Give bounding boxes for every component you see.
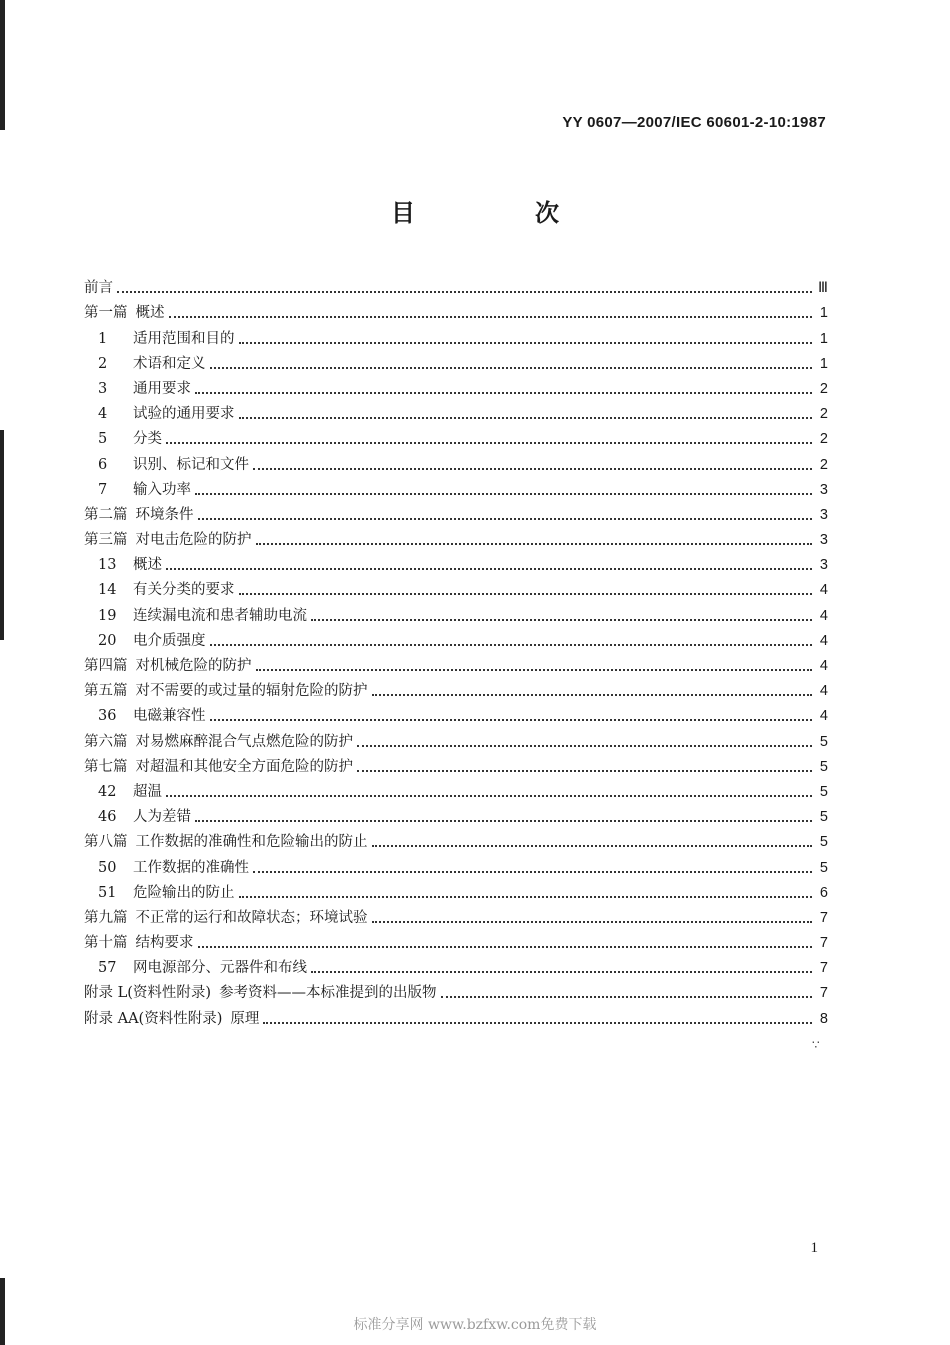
toc-entry-number: 第五篇 [84, 683, 128, 700]
toc-entry [84, 952, 828, 977]
toc-entry-number: 51 [98, 884, 117, 901]
toc-leader-dots [311, 970, 812, 973]
toc-entry-page: 4 [819, 658, 828, 674]
toc-entry [84, 700, 828, 725]
toc-entry [84, 549, 828, 574]
toc-entry-label: 通用要求 [133, 380, 191, 397]
toc-entry [84, 851, 828, 876]
toc-entry [84, 322, 828, 347]
toc-leader-dots [210, 366, 813, 369]
toc-entry-page: 3 [819, 481, 828, 498]
toc-entry-number: 20 [98, 632, 117, 649]
toc-entry-label: 对电击危险的防护 [135, 532, 252, 549]
toc-entry-label: 识别、标记和文件 [133, 456, 249, 473]
toc-leader-dots [253, 870, 812, 873]
toc-entry [84, 650, 828, 675]
toc-leader-dots [198, 945, 813, 948]
toc-leader-dots [311, 618, 812, 621]
toc-entry-page: 7 [819, 909, 828, 926]
toc-entry-number: 第九篇 [84, 909, 128, 926]
toc-entry-page: 4 [819, 708, 828, 725]
toc-entry-page: 3 [819, 532, 828, 549]
toc-entry-label: 对超温和其他安全方面危险的防护 [135, 758, 353, 775]
toc-entry-label: 结构要求 [135, 935, 194, 952]
toc-entry-page: 5 [819, 834, 828, 851]
toc-entry [84, 272, 828, 297]
toc-entry-number: 50 [98, 859, 117, 876]
toc-entry-number: 第一篇 [84, 305, 128, 322]
page-number: 1 [810, 1240, 818, 1256]
toc-entry-page: 7 [819, 935, 828, 952]
toc-entry-number: 5 [98, 431, 108, 448]
toc-entry-number: 第十篇 [84, 935, 128, 952]
toc-entry [84, 826, 828, 851]
toc-entry-number: 36 [98, 708, 117, 725]
toc-entry-number: 7 [98, 481, 108, 498]
toc-entry [84, 751, 828, 776]
toc-entry [84, 725, 828, 750]
toc-entry-number: 第四篇 [84, 658, 128, 674]
toc-entry [84, 801, 828, 826]
toc-entry-number: 57 [98, 960, 117, 977]
toc-entry-label: 连续漏电流和患者辅助电流 [133, 607, 307, 624]
toc-leader-dots [239, 895, 813, 898]
toc-entry-page: 6 [819, 884, 828, 901]
toc-entry-label: 人为差错 [133, 809, 191, 826]
toc-entry-label: 适用范围和目的 [133, 330, 235, 347]
toc-entry-number: 附录 L(资料性附录) [84, 985, 212, 1002]
toc-entry-page: 4 [819, 582, 828, 599]
toc-entry-page: 2 [819, 431, 828, 448]
toc-entry-label: 工作数据的准确性 [133, 859, 249, 876]
toc-leader-dots [166, 567, 812, 570]
toc-leader-dots [253, 467, 812, 470]
standard-id: YY 0607—2007/IEC 60601-2-10:1987 [562, 114, 826, 131]
toc-entry [84, 297, 828, 322]
toc-entry-number: 第三篇 [84, 532, 128, 549]
toc-entry-label: 对不需要的或过量的辐射危险的防护 [135, 683, 368, 700]
toc-entry-label: 有关分类的要求 [133, 582, 235, 599]
toc-entry-label: 术语和定义 [133, 355, 206, 372]
toc-entry [84, 448, 828, 473]
toc-entry-number: 6 [98, 456, 108, 473]
toc-entry [84, 675, 828, 700]
toc-entry-page: 7 [819, 985, 828, 1002]
toc-entry-number: 3 [98, 380, 108, 397]
toc-entry [84, 423, 828, 448]
toc-entry-number: 4 [98, 406, 108, 423]
toc-entry-label: 输入功率 [133, 481, 191, 498]
toc-entry-page: 7 [819, 960, 828, 977]
toc-entry-page: 5 [819, 758, 828, 775]
toc-entry-page: 8 [819, 1010, 828, 1027]
toc-entry-number: 第八篇 [84, 834, 128, 851]
toc-leader-dots [117, 290, 812, 293]
toc-entry-number: 2 [98, 355, 108, 372]
toc-entry-label: 网电源部分、元器件和布线 [133, 960, 307, 977]
toc-entry-label: 试验的通用要求 [133, 406, 235, 423]
toc-entry [84, 877, 828, 902]
toc-entry-number: 19 [98, 607, 117, 624]
toc-entry-page: 3 [819, 557, 828, 574]
toc-entry-page: 5 [819, 733, 828, 750]
toc-entry-page: 4 [819, 607, 828, 624]
toc-entry-number: 14 [98, 582, 117, 599]
toc-leader-dots [239, 416, 813, 419]
toc-entry-label: 前言 [84, 280, 113, 297]
toc-entry-page: 1 [819, 330, 828, 347]
toc-entry [84, 625, 828, 650]
toc-leader-dots [372, 693, 813, 696]
toc-entry-page: Ⅲ [818, 280, 828, 297]
scan-edge-top [0, 0, 5, 130]
toc-entry-label: 原理 [230, 1010, 260, 1027]
watermark: 标准分享网 www.bzfxw.com免费下载 [353, 1317, 597, 1333]
toc-leader-dots [441, 995, 812, 998]
scan-edge-bottom [0, 1278, 5, 1345]
toc-entry-label: 对易燃麻醉混合气点燃危险的防护 [135, 733, 353, 750]
toc-entry-label: 对机械危险的防护 [135, 658, 252, 674]
toc-entry [84, 373, 828, 398]
toc-leader-dots [195, 391, 812, 394]
toc-entry-page: 3 [819, 506, 828, 523]
toc-entry [84, 1002, 828, 1027]
toc-entry-label: 电介质强度 [133, 632, 206, 649]
toc-entry-number: 第二篇 [84, 506, 128, 523]
toc-entry-label: 参考资料——本标准提到的出版物 [219, 985, 437, 1002]
toc-entry-page: 2 [819, 456, 828, 473]
toc-entry-page: 4 [819, 632, 828, 649]
toc-entry [84, 776, 828, 801]
toc-entry [84, 599, 828, 624]
toc-entry [84, 977, 828, 1002]
toc-entry-label: 危险输出的防止 [133, 884, 235, 901]
page-title: 目 次 [391, 199, 607, 227]
toc-entry-label: 环境条件 [135, 506, 194, 523]
toc-entry-label: 超温 [133, 783, 162, 800]
toc-entry-number: 46 [98, 809, 117, 826]
toc-entry [84, 499, 828, 524]
scan-edge-middle [0, 430, 4, 640]
toc-entry-page: 1 [819, 305, 828, 322]
toc-entry-label: 不正常的运行和故障状态；环境试验 [135, 909, 368, 926]
toc-entry-page: 2 [819, 380, 828, 397]
toc-entry-label: 工作数据的准确性和危险输出的防止 [135, 834, 368, 851]
toc-entry-label: 分类 [133, 431, 162, 448]
toc-entry-page: 5 [819, 809, 828, 826]
toc-entry-page: 5 [819, 783, 828, 800]
toc-leader-dots [372, 844, 813, 847]
toc-entry [84, 398, 828, 423]
toc-entry [84, 524, 828, 549]
toc-entry-page: 2 [819, 406, 828, 423]
toc-entry [84, 348, 828, 373]
toc-entry-number: 第六篇 [84, 733, 128, 750]
toc-entry-page: 5 [819, 859, 828, 876]
toc-entry-page: 1 [819, 355, 828, 372]
toc-leader-dots [357, 769, 812, 772]
toc-leader-dots [357, 744, 812, 747]
toc-leader-dots [195, 819, 812, 822]
toc-leader-dots [166, 441, 812, 444]
toc-entry-number: 13 [98, 557, 117, 574]
scan-speck: ∵ [812, 1038, 820, 1052]
toc-leader-dots [263, 1021, 812, 1024]
toc-leader-dots [210, 643, 813, 646]
toc-entry-label: 概述 [135, 305, 165, 322]
toc-entry-number: 42 [98, 783, 117, 800]
toc-leader-dots [239, 341, 813, 344]
toc-entry-label: 概述 [133, 557, 162, 574]
toc-entry-number: 第七篇 [84, 758, 128, 775]
toc-leader-dots [166, 794, 812, 797]
toc-leader-dots [372, 920, 813, 923]
table-of-contents [84, 272, 828, 1028]
toc-leader-dots [256, 542, 813, 545]
toc-leader-dots [256, 668, 813, 671]
toc-entry [84, 474, 828, 499]
toc-leader-dots [210, 718, 813, 721]
toc-entry-number: 附录 AA(资料性附录) [84, 1010, 223, 1027]
toc-leader-dots [195, 492, 812, 495]
toc-leader-dots [169, 315, 813, 318]
toc-entry-page: 4 [819, 683, 828, 700]
toc-leader-dots [239, 592, 813, 595]
toc-entry [84, 902, 828, 927]
toc-entry [84, 574, 828, 599]
toc-leader-dots [198, 517, 813, 520]
toc-entry-number: 1 [98, 330, 108, 347]
toc-entry-label: 电磁兼容性 [133, 708, 206, 725]
toc-entry [84, 927, 828, 952]
